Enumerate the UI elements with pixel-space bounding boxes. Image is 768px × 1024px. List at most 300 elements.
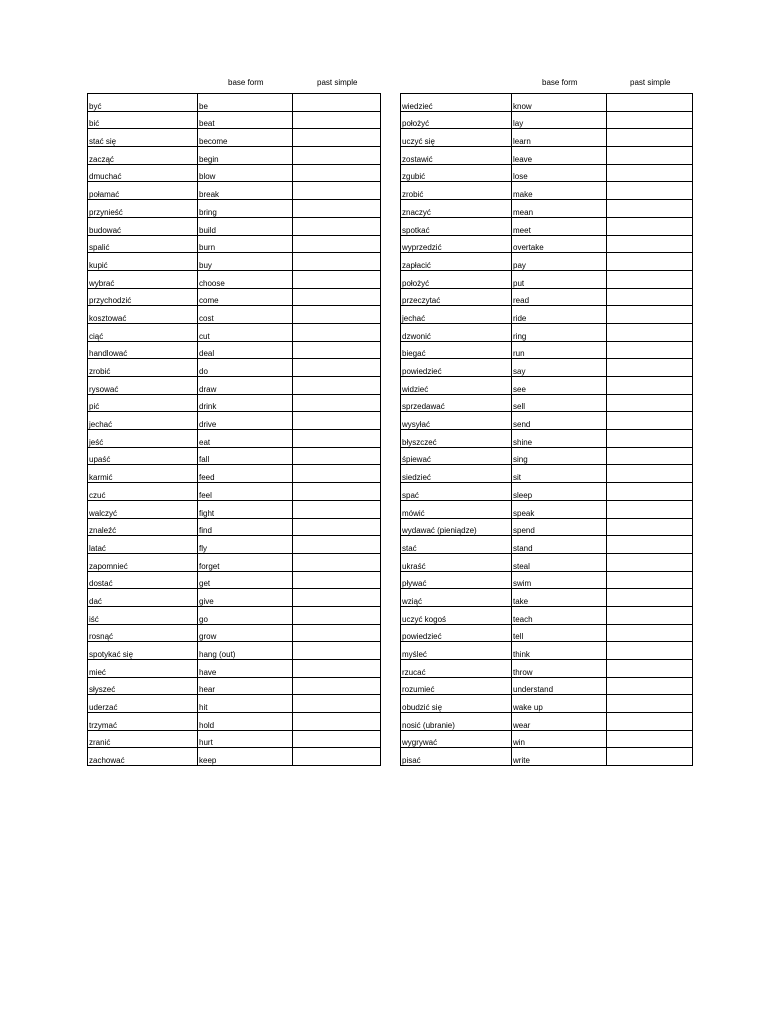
polish-verb-cell: iść — [88, 606, 198, 624]
past-simple-answer-cell[interactable] — [607, 94, 693, 112]
past-simple-answer-cell[interactable] — [293, 94, 381, 112]
base-form-cell: fall — [198, 447, 293, 465]
table-row — [401, 235, 693, 253]
base-form-cell: eat — [198, 430, 293, 448]
table-row — [88, 377, 381, 395]
base-form-cell: steal — [512, 553, 607, 571]
polish-verb-cell: rysować — [88, 377, 198, 395]
polish-verb-cell: spalić — [88, 235, 198, 253]
table-row — [88, 589, 381, 607]
base-form-cell: know — [512, 94, 607, 112]
past-simple-answer-cell[interactable] — [607, 695, 693, 713]
base-form-cell: build — [198, 217, 293, 235]
base-form-cell: get — [198, 571, 293, 589]
base-form-cell: shine — [512, 430, 607, 448]
table-row — [401, 217, 693, 235]
past-simple-answer-cell[interactable] — [293, 200, 381, 218]
past-simple-answer-cell[interactable] — [293, 323, 381, 341]
base-form-cell: wake up — [512, 695, 607, 713]
polish-verb-cell: trzymać — [88, 713, 198, 731]
past-simple-answer-cell[interactable] — [293, 447, 381, 465]
polish-verb-cell: nosić (ubranie) — [401, 713, 512, 731]
table-row — [401, 536, 693, 554]
base-form-cell: sleep — [512, 483, 607, 501]
polish-verb-cell: znaczyć — [401, 200, 512, 218]
base-form-cell: burn — [198, 235, 293, 253]
table-row — [401, 306, 693, 324]
polish-verb-cell: kosztować — [88, 306, 198, 324]
past-simple-answer-cell[interactable] — [293, 412, 381, 430]
base-form-cell: hurt — [198, 730, 293, 748]
past-simple-answer-cell[interactable] — [607, 571, 693, 589]
base-form-cell: put — [512, 270, 607, 288]
past-simple-answer-cell[interactable] — [607, 465, 693, 483]
past-simple-answer-cell[interactable] — [607, 677, 693, 695]
table-row — [88, 253, 381, 271]
base-form-cell: write — [512, 748, 607, 766]
base-form-cell: beat — [198, 111, 293, 129]
past-simple-answer-cell[interactable] — [293, 182, 381, 200]
base-form-cell: throw — [512, 660, 607, 678]
table-row — [401, 377, 693, 395]
polish-verb-cell: wybrać — [88, 270, 198, 288]
past-simple-answer-cell[interactable] — [607, 164, 693, 182]
base-form-cell: deal — [198, 341, 293, 359]
base-form-cell: ring — [512, 323, 607, 341]
table-row — [88, 660, 381, 678]
table-row — [88, 200, 381, 218]
table-row — [88, 147, 381, 165]
polish-verb-cell: zostawić — [401, 147, 512, 165]
table-row — [88, 571, 381, 589]
table-row — [88, 483, 381, 501]
past-simple-answer-cell[interactable] — [293, 253, 381, 271]
polish-verb-cell: obudzić się — [401, 695, 512, 713]
table-row — [88, 235, 381, 253]
past-simple-answer-cell[interactable] — [607, 447, 693, 465]
past-simple-answer-cell[interactable] — [293, 217, 381, 235]
past-simple-answer-cell[interactable] — [293, 129, 381, 147]
table-row — [88, 129, 381, 147]
table-row — [401, 500, 693, 518]
polish-verb-cell: jechać — [88, 412, 198, 430]
polish-verb-cell: jechać — [401, 306, 512, 324]
past-simple-answer-cell[interactable] — [293, 500, 381, 518]
right-verb-panel — [400, 78, 693, 766]
base-form-cell: lose — [512, 164, 607, 182]
base-form-cell: see — [512, 377, 607, 395]
polish-verb-cell: budować — [88, 217, 198, 235]
polish-verb-cell: stać się — [88, 129, 198, 147]
polish-verb-cell: powiedzieć — [401, 359, 512, 377]
base-form-cell: drive — [198, 412, 293, 430]
past-simple-answer-cell[interactable] — [607, 500, 693, 518]
right-column-headers — [400, 78, 693, 93]
past-simple-answer-cell[interactable] — [293, 430, 381, 448]
past-simple-answer-cell[interactable] — [607, 660, 693, 678]
base-form-header: base form — [542, 78, 578, 87]
past-simple-answer-cell[interactable] — [607, 394, 693, 412]
table-row — [88, 553, 381, 571]
table-row — [88, 606, 381, 624]
base-form-cell: swim — [512, 571, 607, 589]
polish-verb-cell: ciąć — [88, 323, 198, 341]
polish-verb-cell: kupić — [88, 253, 198, 271]
table-row — [88, 323, 381, 341]
table-row — [88, 518, 381, 536]
past-simple-answer-cell[interactable] — [293, 270, 381, 288]
past-simple-answer-cell[interactable] — [607, 288, 693, 306]
past-simple-answer-cell[interactable] — [293, 730, 381, 748]
base-form-cell: buy — [198, 253, 293, 271]
table-row — [401, 200, 693, 218]
table-row — [88, 394, 381, 412]
table-row — [88, 695, 381, 713]
past-simple-answer-cell[interactable] — [607, 253, 693, 271]
left-column-headers — [87, 78, 381, 93]
base-form-cell: bring — [198, 200, 293, 218]
table-row — [88, 536, 381, 554]
table-row — [88, 288, 381, 306]
past-simple-answer-cell[interactable] — [293, 465, 381, 483]
polish-verb-cell: siedzieć — [401, 465, 512, 483]
polish-verb-cell: uderzać — [88, 695, 198, 713]
left-verb-panel — [87, 78, 381, 766]
polish-verb-cell: handlować — [88, 341, 198, 359]
base-form-cell: fight — [198, 500, 293, 518]
polish-verb-cell: mieć — [88, 660, 198, 678]
polish-verb-cell: zgubić — [401, 164, 512, 182]
past-simple-answer-cell[interactable] — [607, 713, 693, 731]
past-simple-answer-cell[interactable] — [607, 359, 693, 377]
polish-verb-cell: pływać — [401, 571, 512, 589]
table-row — [401, 323, 693, 341]
past-simple-answer-cell[interactable] — [607, 306, 693, 324]
base-form-cell: pay — [512, 253, 607, 271]
table-row — [401, 624, 693, 642]
base-form-cell: speak — [512, 500, 607, 518]
base-form-cell: cost — [198, 306, 293, 324]
table-row — [88, 341, 381, 359]
table-row — [401, 164, 693, 182]
base-form-cell: break — [198, 182, 293, 200]
polish-verb-cell: dzwonić — [401, 323, 512, 341]
polish-verb-cell: mówić — [401, 500, 512, 518]
past-simple-answer-cell[interactable] — [293, 377, 381, 395]
left-verb-table — [87, 93, 381, 766]
base-form-cell: stand — [512, 536, 607, 554]
polish-verb-cell: pisać — [401, 748, 512, 766]
base-form-cell: grow — [198, 624, 293, 642]
past-simple-answer-cell[interactable] — [293, 713, 381, 731]
right-verb-table — [400, 93, 693, 766]
polish-verb-cell: uczyć się — [401, 129, 512, 147]
table-row — [401, 553, 693, 571]
past-simple-answer-cell[interactable] — [293, 695, 381, 713]
table-row — [401, 606, 693, 624]
polish-verb-cell: walczyć — [88, 500, 198, 518]
base-form-cell: mean — [512, 200, 607, 218]
table-row — [88, 270, 381, 288]
base-form-cell: hang (out) — [198, 642, 293, 660]
table-row — [401, 147, 693, 165]
past-simple-answer-cell[interactable] — [293, 748, 381, 766]
base-form-cell: spend — [512, 518, 607, 536]
past-simple-answer-cell[interactable] — [607, 642, 693, 660]
polish-verb-cell: upaść — [88, 447, 198, 465]
table-row — [401, 695, 693, 713]
past-simple-answer-cell[interactable] — [293, 571, 381, 589]
base-form-cell: hit — [198, 695, 293, 713]
base-form-cell: hear — [198, 677, 293, 695]
table-row — [88, 642, 381, 660]
past-simple-answer-cell[interactable] — [607, 270, 693, 288]
past-simple-answer-cell[interactable] — [607, 377, 693, 395]
base-form-cell: sit — [512, 465, 607, 483]
past-simple-answer-cell[interactable] — [607, 323, 693, 341]
base-form-cell: make — [512, 182, 607, 200]
polish-verb-cell: zrobić — [88, 359, 198, 377]
polish-verb-cell: położyć — [401, 111, 512, 129]
past-simple-answer-cell[interactable] — [293, 483, 381, 501]
polish-verb-cell: stać — [401, 536, 512, 554]
past-simple-answer-cell[interactable] — [293, 518, 381, 536]
past-simple-answer-cell[interactable] — [607, 147, 693, 165]
base-form-cell: tell — [512, 624, 607, 642]
polish-verb-cell: spotkać — [401, 217, 512, 235]
base-form-cell: feed — [198, 465, 293, 483]
past-simple-answer-cell[interactable] — [607, 606, 693, 624]
past-simple-answer-cell[interactable] — [607, 483, 693, 501]
past-simple-answer-cell[interactable] — [293, 359, 381, 377]
polish-verb-cell: wziąć — [401, 589, 512, 607]
table-row — [88, 500, 381, 518]
polish-verb-cell: wygrywać — [401, 730, 512, 748]
polish-verb-cell: być — [88, 94, 198, 112]
table-row — [401, 412, 693, 430]
past-simple-answer-cell[interactable] — [293, 111, 381, 129]
polish-verb-cell: połamać — [88, 182, 198, 200]
past-simple-answer-cell[interactable] — [293, 341, 381, 359]
base-form-cell: forget — [198, 553, 293, 571]
table-row — [401, 182, 693, 200]
base-form-cell: overtake — [512, 235, 607, 253]
table-row — [401, 713, 693, 731]
base-form-cell: hold — [198, 713, 293, 731]
base-form-cell: leave — [512, 147, 607, 165]
polish-verb-cell: rzucać — [401, 660, 512, 678]
table-row — [88, 677, 381, 695]
table-row — [88, 359, 381, 377]
table-row — [88, 412, 381, 430]
past-simple-answer-cell[interactable] — [293, 288, 381, 306]
polish-verb-cell: czuć — [88, 483, 198, 501]
table-row — [88, 624, 381, 642]
past-simple-answer-cell[interactable] — [293, 660, 381, 678]
past-simple-answer-cell[interactable] — [607, 536, 693, 554]
past-simple-answer-cell[interactable] — [607, 235, 693, 253]
polish-verb-cell: zacząć — [88, 147, 198, 165]
base-form-cell: lay — [512, 111, 607, 129]
past-simple-answer-cell[interactable] — [607, 748, 693, 766]
base-form-cell: choose — [198, 270, 293, 288]
past-simple-answer-cell[interactable] — [293, 147, 381, 165]
polish-verb-cell: przynieść — [88, 200, 198, 218]
polish-verb-cell: sprzedawać — [401, 394, 512, 412]
past-simple-answer-cell[interactable] — [293, 164, 381, 182]
polish-verb-cell: zapłacić — [401, 253, 512, 271]
past-simple-answer-cell[interactable] — [293, 553, 381, 571]
table-row — [88, 217, 381, 235]
base-form-cell: say — [512, 359, 607, 377]
base-form-cell: take — [512, 589, 607, 607]
polish-verb-cell: uczyć kogoś — [401, 606, 512, 624]
table-row — [88, 447, 381, 465]
base-form-cell: sell — [512, 394, 607, 412]
past-simple-answer-cell[interactable] — [607, 200, 693, 218]
table-row — [401, 341, 693, 359]
table-row — [88, 164, 381, 182]
past-simple-header: past simple — [630, 78, 671, 87]
base-form-cell: give — [198, 589, 293, 607]
table-row — [401, 253, 693, 271]
table-row — [401, 447, 693, 465]
polish-verb-cell: pić — [88, 394, 198, 412]
polish-verb-cell: biegać — [401, 341, 512, 359]
past-simple-answer-cell[interactable] — [293, 606, 381, 624]
polish-verb-cell: rosnąć — [88, 624, 198, 642]
base-form-cell: come — [198, 288, 293, 306]
base-form-cell: begin — [198, 147, 293, 165]
polish-verb-cell: dostać — [88, 571, 198, 589]
table-row — [401, 730, 693, 748]
base-form-cell: send — [512, 412, 607, 430]
table-row — [401, 129, 693, 147]
polish-verb-cell: widzieć — [401, 377, 512, 395]
polish-verb-cell: karmić — [88, 465, 198, 483]
polish-verb-cell: rozumieć — [401, 677, 512, 695]
past-simple-answer-cell[interactable] — [607, 129, 693, 147]
base-form-cell: sing — [512, 447, 607, 465]
past-simple-answer-cell[interactable] — [607, 553, 693, 571]
past-simple-answer-cell[interactable] — [293, 589, 381, 607]
base-form-cell: teach — [512, 606, 607, 624]
polish-verb-cell: ukraść — [401, 553, 512, 571]
past-simple-answer-cell[interactable] — [293, 536, 381, 554]
polish-verb-cell: dać — [88, 589, 198, 607]
polish-verb-cell: powiedzieć — [401, 624, 512, 642]
base-form-cell: meet — [512, 217, 607, 235]
base-form-cell: wear — [512, 713, 607, 731]
table-row — [88, 182, 381, 200]
polish-verb-cell: zranić — [88, 730, 198, 748]
polish-verb-cell: jeść — [88, 430, 198, 448]
past-simple-answer-cell[interactable] — [293, 394, 381, 412]
table-row — [88, 465, 381, 483]
past-simple-answer-cell[interactable] — [607, 730, 693, 748]
table-row — [401, 518, 693, 536]
polish-verb-cell: śpiewać — [401, 447, 512, 465]
base-form-cell: become — [198, 129, 293, 147]
table-row — [401, 394, 693, 412]
table-row — [401, 589, 693, 607]
table-row — [401, 359, 693, 377]
past-simple-answer-cell[interactable] — [293, 642, 381, 660]
polish-verb-cell: błyszczeć — [401, 430, 512, 448]
table-row — [401, 111, 693, 129]
table-row — [88, 713, 381, 731]
table-row — [401, 677, 693, 695]
base-form-cell: draw — [198, 377, 293, 395]
base-form-cell: read — [512, 288, 607, 306]
table-row — [401, 465, 693, 483]
past-simple-answer-cell[interactable] — [607, 182, 693, 200]
past-simple-answer-cell[interactable] — [293, 235, 381, 253]
table-row — [401, 571, 693, 589]
table-row — [88, 730, 381, 748]
polish-verb-cell: zrobić — [401, 182, 512, 200]
base-form-cell: have — [198, 660, 293, 678]
polish-verb-cell: wydawać (pieniądze) — [401, 518, 512, 536]
polish-verb-cell: przychodzić — [88, 288, 198, 306]
polish-verb-cell: latać — [88, 536, 198, 554]
table-row — [88, 306, 381, 324]
past-simple-answer-cell[interactable] — [293, 677, 381, 695]
table-row — [88, 111, 381, 129]
base-form-cell: cut — [198, 323, 293, 341]
polish-verb-cell: dmuchać — [88, 164, 198, 182]
past-simple-answer-cell[interactable] — [607, 518, 693, 536]
past-simple-answer-cell[interactable] — [607, 341, 693, 359]
polish-verb-cell: zapomnieć — [88, 553, 198, 571]
base-form-cell: keep — [198, 748, 293, 766]
base-form-cell: drink — [198, 394, 293, 412]
past-simple-answer-cell[interactable] — [293, 306, 381, 324]
base-form-cell: blow — [198, 164, 293, 182]
polish-verb-cell: przeczytać — [401, 288, 512, 306]
polish-verb-cell: wyprzedzić — [401, 235, 512, 253]
polish-verb-cell: myśleć — [401, 642, 512, 660]
past-simple-answer-cell[interactable] — [607, 589, 693, 607]
polish-verb-cell: słyszeć — [88, 677, 198, 695]
base-form-cell: win — [512, 730, 607, 748]
polish-verb-cell: bić — [88, 111, 198, 129]
polish-verb-cell: wysyłać — [401, 412, 512, 430]
past-simple-header: past simple — [317, 78, 358, 87]
table-row — [401, 483, 693, 501]
base-form-header: base form — [228, 78, 264, 87]
past-simple-answer-cell[interactable] — [607, 430, 693, 448]
base-form-cell: learn — [512, 129, 607, 147]
base-form-cell: go — [198, 606, 293, 624]
polish-verb-cell: spotykać się — [88, 642, 198, 660]
polish-verb-cell: znaleźć — [88, 518, 198, 536]
base-form-cell: do — [198, 359, 293, 377]
past-simple-answer-cell[interactable] — [607, 217, 693, 235]
polish-verb-cell: zachować — [88, 748, 198, 766]
table-row — [401, 642, 693, 660]
past-simple-answer-cell[interactable] — [607, 412, 693, 430]
base-form-cell: be — [198, 94, 293, 112]
base-form-cell: run — [512, 341, 607, 359]
table-row — [401, 430, 693, 448]
polish-verb-cell: wiedzieć — [401, 94, 512, 112]
base-form-cell: feel — [198, 483, 293, 501]
past-simple-answer-cell[interactable] — [607, 624, 693, 642]
past-simple-answer-cell[interactable] — [293, 624, 381, 642]
past-simple-answer-cell[interactable] — [607, 111, 693, 129]
table-row — [88, 94, 381, 112]
